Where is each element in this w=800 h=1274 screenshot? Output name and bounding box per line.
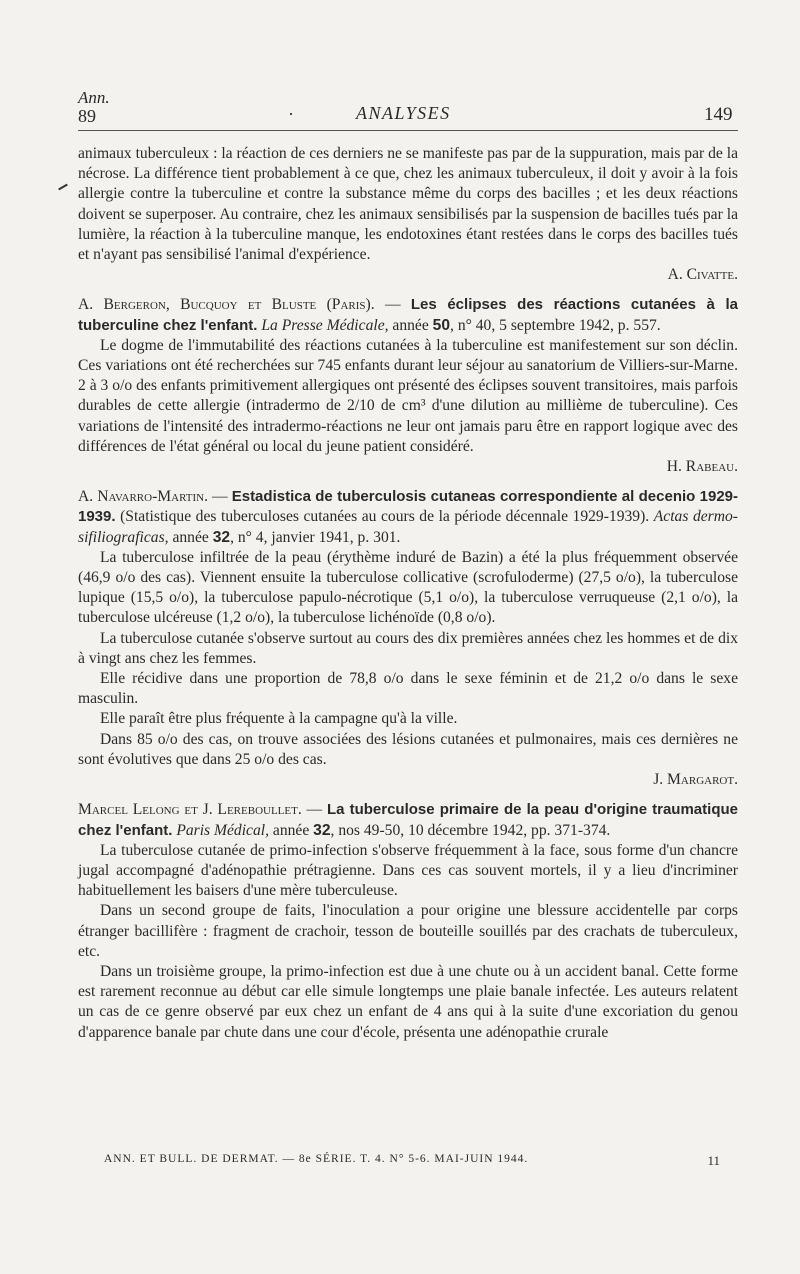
entry-dash: —	[374, 296, 411, 314]
entry-volume: 32	[212, 528, 231, 546]
entry-heading	[78, 800, 738, 840]
page-footer	[104, 1153, 720, 1168]
entry-journal: La Presse Médicale,	[261, 316, 389, 334]
margin-mark	[58, 184, 68, 191]
entry-paragraph: Dans un second groupe de faits, l'inoculation a pour origine une blessure accidentelle par corps étranger bacillifère : fragment de crachoir, tesson de bouteille souillés par des crachats de tuberculeux, etc.	[78, 902, 738, 960]
entry-volume: 50	[432, 316, 451, 334]
entry-title: La tuberculose primaire de la peau d'origine traumatique chez l'enfant.	[78, 801, 738, 839]
entry-subtitle: (Statistique des tuberculoses cutanées au cours de la période décennale 1929-1939).	[115, 508, 654, 526]
header-separator: ·	[288, 104, 294, 124]
entry-ref: , nos 49-50, 10 décembre 1942, pp. 371-374.	[330, 821, 611, 839]
entry-paragraph: La tuberculose cutanée s'observe surtout au cours des dix premières années chez les hommes et de dix à vingt ans chez les femmes.	[78, 629, 738, 667]
entry-authors: A. Bergeron, Bucquoy et Bluste (Paris).	[78, 296, 375, 314]
section-title: ANALYSES	[356, 103, 451, 123]
signature: A. Civatte.	[667, 266, 738, 284]
entry-journal: Paris Médical,	[176, 821, 270, 839]
entry-paragraph: Elle paraît être plus fréquente à la campagne qu'à la ville.	[100, 710, 458, 728]
entry-paragraph: Elle récidive dans une proportion de 78,8 o/o dans le sexe féminin et de 21,2 o/o dans le sexe masculin.	[78, 670, 738, 708]
entry-heading	[78, 487, 738, 548]
page-body	[78, 144, 738, 1043]
entry-dash: —	[208, 488, 232, 506]
journal-abbrev: Ann.	[78, 88, 110, 107]
entry-paragraph: La tuberculose cutanée de primo-infection s'observe fréquemment à la face, sous forme d'un chancre jugal accompagné d'adénopathie prétragienne. Dans ces cas souvent mortels, il y a lieu d'incriminer habituellement les baisers d'une mère tuberculeuse.	[78, 841, 738, 900]
entry-paragraph: La tuberculose infiltrée de la peau (érythème induré de Bazin) a été la plus fréquemment observée (46,9 o/o des cas). Viennent ensuite la tuberculose collicative (scrofuloderme) (27,5 o/o), la tuberculose lupique (15,5 o/o), la tuberculose papulo-nécrotique (5,1 o/o), la tuberculose verruqueuse (2,1 o/o), la tuberculose ulcéreuse (1,2 o/o), la tuberculose lichénoïde (0,8 o/o).	[78, 548, 738, 627]
entry-title: Estadistica de tuberculosis cutaneas correspondiente al decenio 1929-1939.	[78, 488, 739, 526]
entry-year-label: année	[269, 821, 314, 839]
entry-ref: , n° 40, 5 septembre 1942, p. 557.	[450, 316, 661, 334]
entry-title: Les éclipses des réactions cutanées à la tuberculine chez l'enfant.	[78, 296, 738, 334]
entry-journal: Actas dermo-sifiliograficas,	[78, 508, 738, 546]
page-number-right: 149	[704, 104, 733, 125]
entry-year-label: année	[168, 528, 213, 546]
entry-paragraph: Dans 85 o/o des cas, on trouve associées des lésions cutanées et pulmonaires, mais ces dernières ne sont évolutives que dans 25 o/o des cas.	[78, 730, 738, 768]
footer-citation: ANN. ET BULL. DE DERMAT. — 8e SÉRIE. T. 4. N° 5-6. MAI-JUIN 1944.	[104, 1153, 529, 1165]
entry-authors: A. Navarro-Martin.	[78, 488, 208, 506]
entry-volume: 32	[313, 821, 331, 839]
entry-heading	[78, 295, 738, 335]
entry-authors: Marcel Lelong et J. Lereboullet.	[78, 801, 302, 819]
signature: H. Rabeau.	[666, 458, 738, 476]
signature: J. Margarot.	[653, 771, 738, 789]
entry-ref: , n° 4, janvier 1941, p. 301.	[230, 528, 401, 546]
entry-paragraph: Dans un troisième groupe, la primo-infection est due à une chute ou à un accident banal. Cette forme est rarement reconnue au début car elle simule longtemps une plaie banale infectée. Les auteurs relatent un cas de ce genre observé par eux chez un enfant de 4 ans qui à la suite d'une excoriation du genou d'apparence banale par chute dans une cour d'école, présenta une adénopathie crurale	[78, 962, 738, 1041]
footer-number: 11	[707, 1153, 720, 1168]
header-rule	[78, 130, 738, 131]
intro-paragraph: animaux tuberculeux : la réaction de ces derniers ne se manifeste pas par de la suppuration, mais par de la nécrose. La différence tient probablement à ce que, chez les animaux tuberculeux, il doit y avoir à la fois allergie contre la tuberculine et contre la substance même du corps des bacilles ; et les deux réactions doivent se superposer. Au contraire, chez les animaux sensibilisés par la suspension de bacilles tués par la lumière, la réaction à la tuberculine manque, les endotoxines étant restées dans le corps des bacilles tués et n'ayant pas sensibilisé l'animal d'expérience.	[78, 145, 738, 264]
entry-dash: —	[301, 801, 327, 819]
entry-year-label: année	[388, 316, 433, 334]
page-number-left: 89	[78, 106, 96, 126]
entry-paragraph: Le dogme de l'immutabilité des réactions cutanées à la tuberculine est manifestement sur son déclin. Ces variations ont été recherchées sur 745 enfants durant leur séjour au sanatorium de Villiers-sur-Marne. 2 à 3 o/o des enfants primitivement allergiques ont présenté des éclipses souvent transitoires, mais parfois durables de cette allergie (intradermo de 2/10 de cm³ d'une dilution au millième de tuberculine). Ces variations de l'intensité des intradermo-réactions ne leur ont jamais paru être en rapport logique avec des différences de l'état général ou local du jeune patient considéré.	[78, 336, 738, 455]
